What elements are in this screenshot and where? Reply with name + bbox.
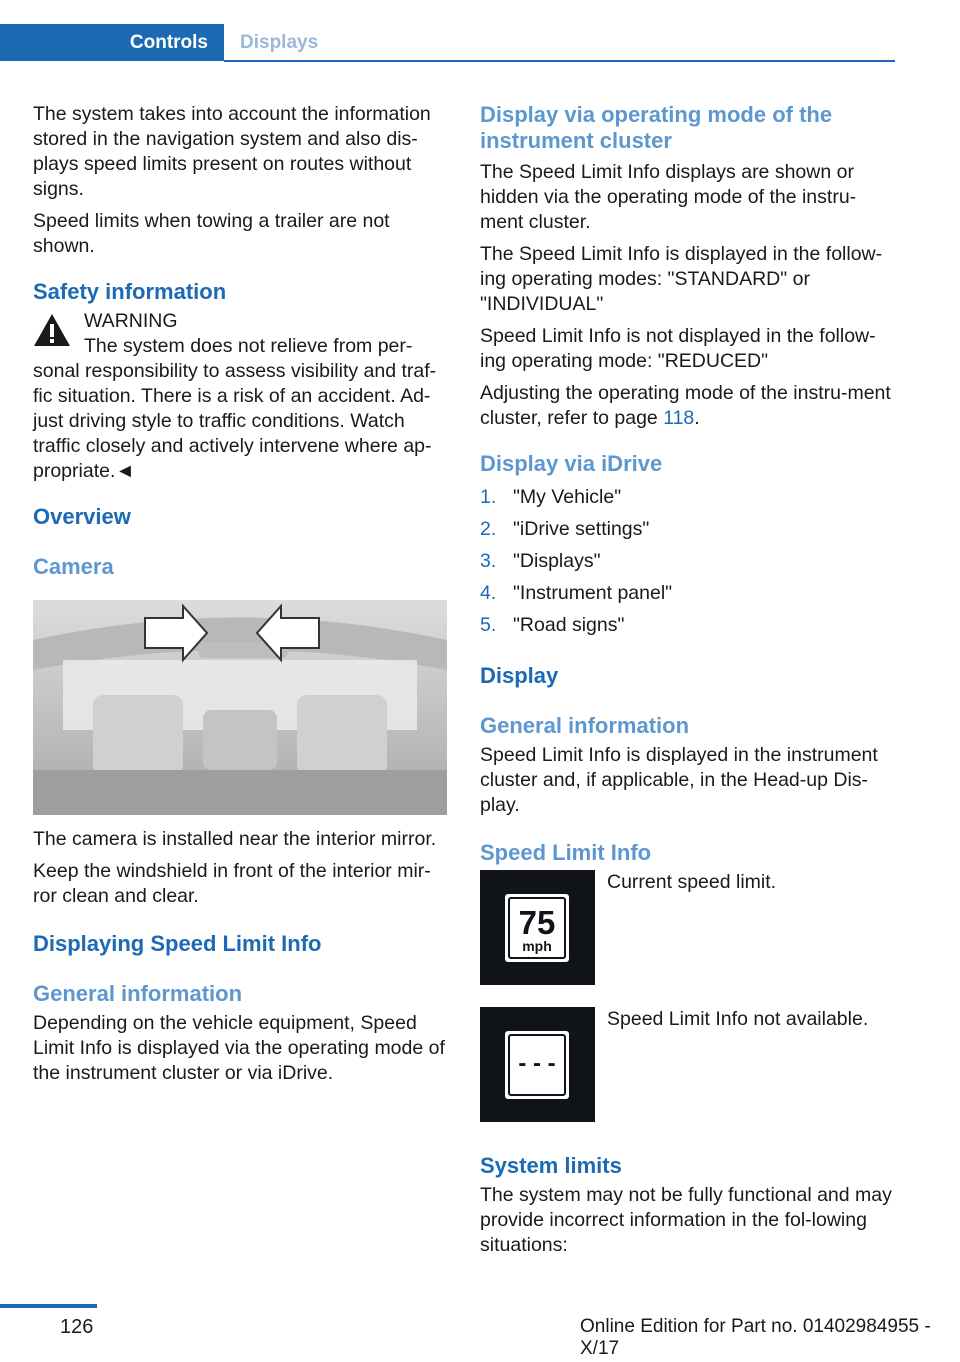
- list-item: 1. "My Vehicle": [480, 485, 622, 508]
- footer-rule: [0, 1304, 97, 1308]
- sign-unavailable-text: Speed Limit Info not available.: [607, 1008, 869, 1030]
- page-link[interactable]: 118: [663, 407, 695, 429]
- displaying-heading: Displaying Speed Limit Info: [33, 931, 322, 956]
- system-limits-heading: System limits: [480, 1153, 622, 1178]
- speed-limit-unavailable-image: [480, 1007, 595, 1122]
- general-info-heading-right: General information: [480, 713, 690, 738]
- idrive-steps: [480, 481, 895, 641]
- camera-paragraph-1: The camera is installed near the interior mirror.: [33, 828, 437, 850]
- list-item: 4. "Instrument panel": [480, 581, 673, 604]
- list-item: 5. "Road signs": [480, 613, 625, 636]
- right-column: [480, 102, 895, 1265]
- page-number: 126: [60, 1316, 94, 1338]
- left-column: [33, 102, 447, 1093]
- header-tabbar: [0, 24, 895, 62]
- tab-controls[interactable]: Controls: [0, 24, 224, 61]
- list-item: 2. "iDrive settings": [480, 517, 650, 540]
- speed-limit-sign-image: [480, 870, 595, 985]
- tab-underline: [224, 60, 895, 62]
- safety-heading: Safety information: [33, 279, 227, 304]
- speed-limit-info-heading: Speed Limit Info: [480, 840, 652, 865]
- tab-displays[interactable]: Displays: [240, 31, 319, 53]
- system-limits-paragraph: The system may not be fully functional and may provide incorrect information in the fol-lowing situations:: [480, 1184, 892, 1256]
- mode-paragraph-2: The Speed Limit Info is displayed in the follow-ing operating modes: "STANDARD" or "INDIVIDUAL": [480, 243, 883, 315]
- warning-first-line: The system does not relieve from per-: [84, 335, 413, 357]
- camera-paragraph-2: Keep the windshield in front of the interior mir-ror clean and clear.: [33, 860, 431, 907]
- sign-dashes: - - -: [518, 1050, 556, 1077]
- warning-triangle-icon: [33, 313, 71, 347]
- sign-row-unavailable: [480, 1007, 895, 1123]
- general-info-paragraph-right: Speed Limit Info is displayed in the instrument cluster and, if applicable, in the Head-up Dis-play.: [480, 744, 878, 816]
- intro-paragraph-2: Speed limits when towing a trailer are not shown.: [33, 210, 390, 257]
- edition-text: Online Edition for Part no. 01402984955 - X/17: [580, 1316, 931, 1359]
- general-info-heading-left: General information: [33, 981, 243, 1006]
- warning-label: WARNING: [84, 310, 178, 332]
- sign-number: 75: [518, 904, 556, 941]
- list-item: 3. "Displays": [480, 549, 601, 572]
- camera-heading: Camera: [33, 554, 114, 579]
- camera-location-image: [33, 600, 447, 815]
- mode-paragraph-3: Speed Limit Info is not displayed in the follow-ing operating mode: "REDUCED": [480, 325, 876, 372]
- general-info-paragraph-left: Depending on the vehicle equipment, Speed Limit Info is displayed via the operating mode of the instrument cluster or via iDrive.: [33, 1012, 445, 1084]
- intro-paragraph-1: The system takes into account the information stored in the navigation system and also dis-plays speed limits present on routes without signs.: [33, 103, 431, 200]
- overview-heading: Overview: [33, 504, 131, 529]
- display-heading: Display: [480, 663, 559, 688]
- warning-block: [33, 309, 447, 484]
- mode-paragraph-1: The Speed Limit Info displays are shown or hidden via the operating mode of the instru-ment cluster.: [480, 161, 857, 233]
- mode-heading: Display via operating mode of the instrument cluster: [480, 102, 833, 153]
- idrive-heading: Display via iDrive: [480, 451, 663, 476]
- warning-text: sonal responsibility to assess visibility and traf-fic situation. There is a risk of an accident. Ad-just driving style to traffic conditions. Watch traffic closely and actively intervene where ap-propriate.◄: [33, 360, 437, 482]
- sign-unit: mph: [522, 938, 552, 954]
- mode-paragraph-4: Adjusting the operating mode of the instru-ment cluster, refer to page 118.: [480, 382, 891, 429]
- sign-current-text: Current speed limit.: [607, 871, 777, 893]
- sign-row-current: [480, 870, 895, 986]
